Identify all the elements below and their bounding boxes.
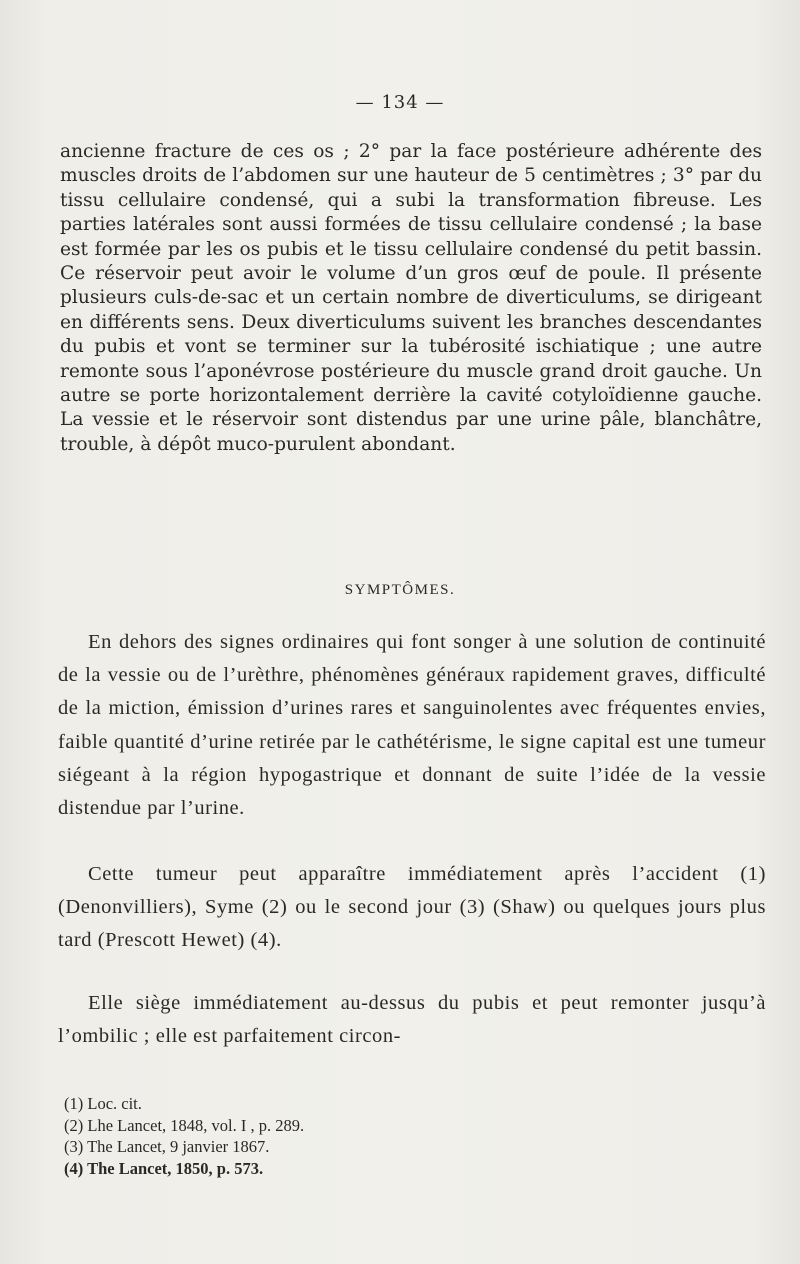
page-number: — 134 — bbox=[355, 92, 445, 113]
section-heading-symptomes: SYMPTÔMES. bbox=[344, 582, 456, 598]
paragraph-tumor-onset: Cette tumeur peut apparaître immédiatement après l’accident (1) (Denonvilliers), Syme (2) ou le second jour (3) (Shaw) ou quelques jours plus tard (Prescott Hewet) (4). bbox=[58, 863, 766, 952]
footnote-2: (2) Lhe Lancet, 1848, vol. I , p. 289. bbox=[64, 1115, 305, 1135]
footnote-3: (3) The Lancet, 9 janvier 1867. bbox=[64, 1137, 270, 1156]
footnote-4: (4) The Lancet, 1850, p. 573. bbox=[64, 1158, 264, 1178]
paragraph-anatomy: ancienne fracture de ces os ; 2° par la face postérieure adhérente des muscles droits de l’abdomen sur une hauteur de 5 centimètres ; 3° par du tissu cellulaire condensé, qui a subi la transformation fibreuse. Les parties latérales sont aussi formées de tissu cellulaire condensé ; la base est formée par les os pubis et le tissu cellulaire condensé du petit bassin. Ce réservoir peut avoir le volume d’un gros œuf de poule. Il présente plusieurs culs-de-sac et un certain nombre de diverticulums, se dirigeant en différents sens. Deux diverticulums suivent les branches descendantes du pubis et vont se terminer sur la tubérosité ischiatique ; une autre remonte sous l’aponévrose postérieure du muscle grand droit gauche. Un autre se porte horizontalement derrière la cavité cotyloïdienne gauche. La vessie et le réservoir sont distendus par une urine pâle, blanchâtre, trouble, à dépôt muco-purulent abondant. bbox=[60, 141, 762, 455]
footnotes bbox=[64, 1093, 664, 1179]
paragraph-signs: En dehors des signes ordinaires qui font songer à une solution de continuité de la vessie ou de l’urèthre, phénomènes généraux rapidement graves, difficulté de la miction, émission d’urines rares et sanguinolentes avec fréquentes envies, faible quantité d’urine retirée par le cathétérisme, le signe capital est une tumeur siégeant à la région hypogastrique et donnant de suite l’idée de la vessie distendue par l’urine. bbox=[58, 631, 766, 820]
paragraph-tumor-location: Elle siège immédiatement au-dessus du pubis et peut remonter jusqu’à l’ombilic ; elle est parfaitement circon- bbox=[58, 992, 766, 1048]
footnote-1: (1) Loc. cit. bbox=[64, 1094, 142, 1113]
